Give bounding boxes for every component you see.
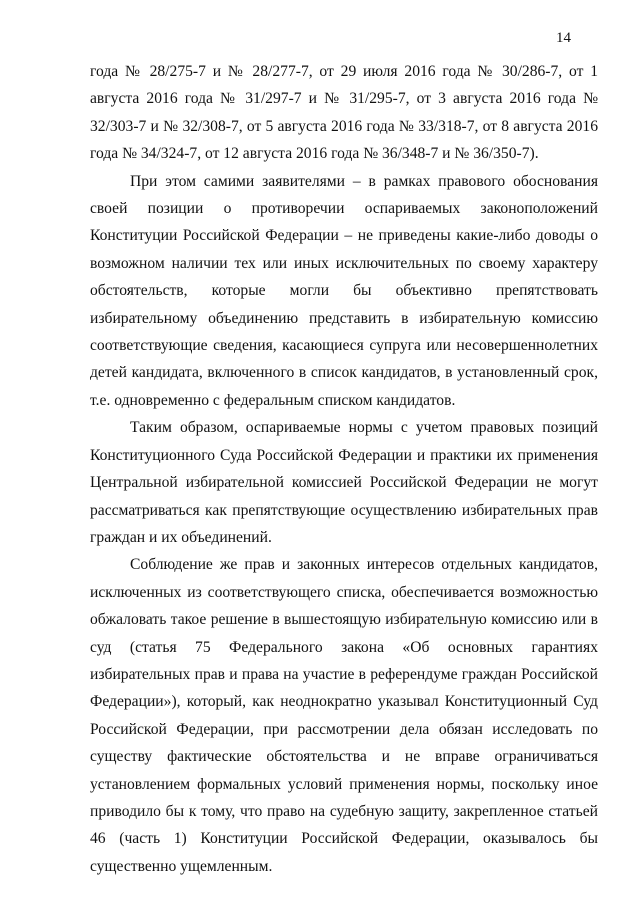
paragraph: При этом самими заявителями – в рамках правового обоснования своей позиции о противоречии оспариваемых законоположений Конституции Российской Федерации – не приведены какие-либо доводы о возможном наличии тех или иных исключительных по своему характеру обстоятельств, которые могли бы объективно препятствовать избирательному объединению представить в избирательную комиссию соответствующие сведения, касающиеся супруга или несовершеннолетних детей кандидата, включенного в список кандидатов, в установленный срок, т.е. одновременно с федеральным списком кандидатов. [90, 172, 598, 409]
paragraph-continuation: года № 28/275-7 и № 28/277-7, от 29 июля 2016 года № 30/286-7, от 1 августа 2016 года № 31/297-7 и № 31/295-7, от 3 августа 2016 года № 32/303-7 и № 32/308-7, от 5 августа 2016 года № 33/318-7, от 8 августа 2016 года № 34/324-7, от 12 августа 2016 года № 36/348-7 и № 36/350-7). [90, 63, 598, 163]
document-body [90, 58, 598, 880]
paragraph: Таким образом, оспариваемые нормы с учетом правовых позиций Конституционного Суда Российской Федерации и практики их применения Центральной избирательной комиссией Российской Федерации не могут рассматриваться как препятствующие осуществлению избирательных прав граждан и их объединений. [90, 419, 598, 546]
page-number: 14 [556, 30, 571, 46]
paragraph: Соблюдение же прав и законных интересов отдельных кандидатов, исключенных из соответствующего списка, обеспечивается возможностью обжаловать такое решение в вышестоящую избирательную комиссию или в суд (статья 75 Федерального закона «Об основных гарантиях избирательных прав и права на участие в референдуме граждан Российской Федерации»), который, как неоднократно указывал Конституционный Суд Российской Федерации, при рассмотрении дела обязан исследовать по существу фактические обстоятельства и не вправе ограничиваться установлением формальных условий применения нормы, поскольку иное приводило бы к тому, что право на судебную защиту, закрепленное статьей 46 (часть 1) Конституции Российской Федерации, оказывалось бы существенно ущемленным. [90, 556, 598, 875]
